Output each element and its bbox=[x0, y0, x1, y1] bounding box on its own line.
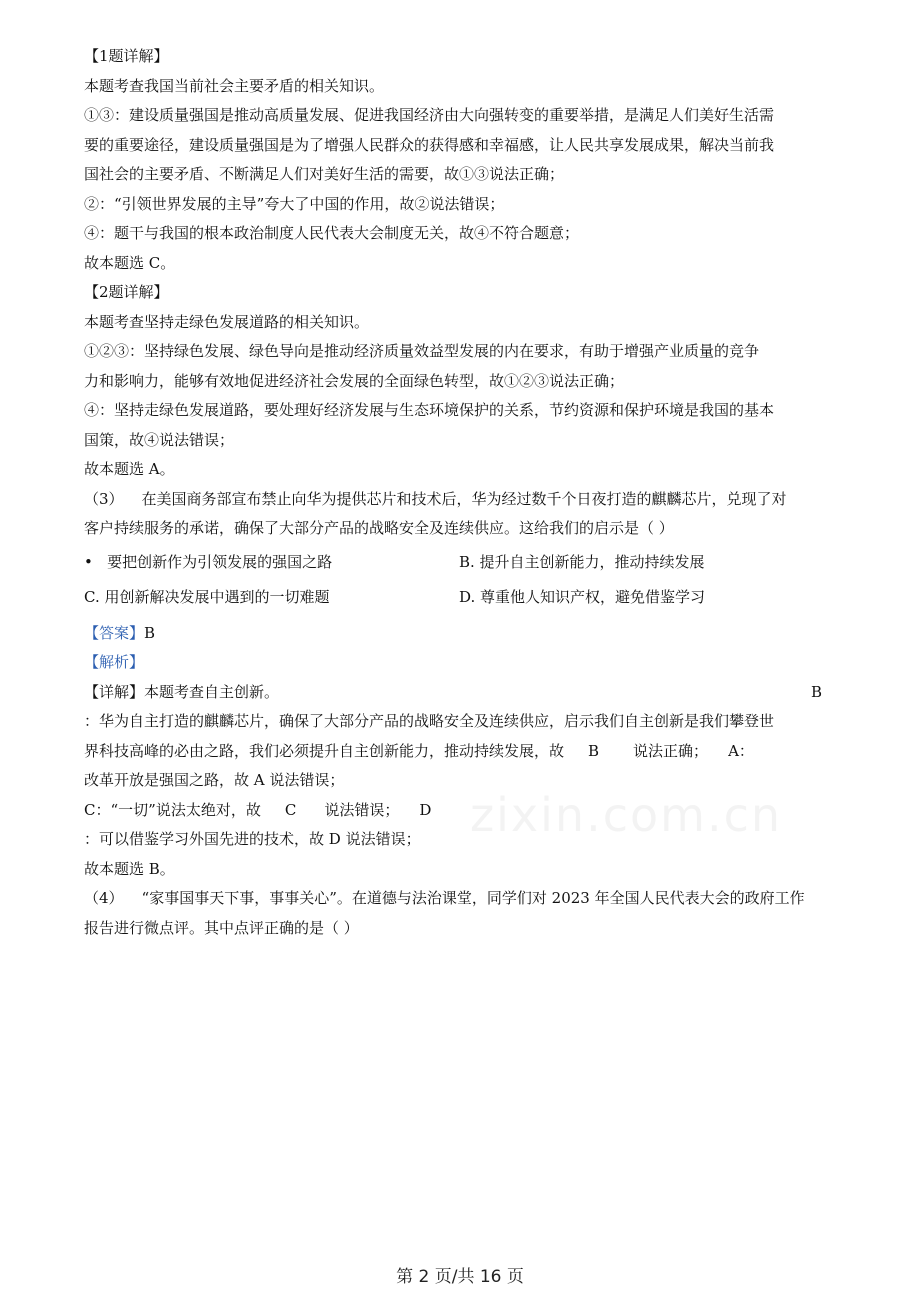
answer-value: B bbox=[144, 623, 156, 642]
q4-section bbox=[84, 884, 844, 943]
q2-detail-line: ①②③：坚持绿色发展、绿色导向是推动经济质量效益型发展的内在要求，有助于增强产业质量的竞争 bbox=[84, 342, 760, 360]
q1-detail-section bbox=[84, 42, 844, 278]
q3-number: （3） bbox=[84, 489, 124, 508]
q3-conclusion: 故本题选 B。 bbox=[84, 859, 175, 878]
q2-detail-line: 力和影响力，能够有效地促进经济社会发展的全面绿色转型，故①②③说法正确； bbox=[84, 371, 625, 390]
q1-detail-line: ①③：建设质量强国是推动高质量发展、促进我国经济由大向强转变的重要举措，是满足人们美好生活需 bbox=[84, 106, 775, 124]
q3-detail-right-option: B bbox=[810, 682, 822, 701]
q4-stem-line bbox=[84, 884, 844, 914]
answer-label: 【答案】 bbox=[84, 623, 145, 642]
q1-detail-header: 【1题详解】 bbox=[84, 47, 169, 65]
q1-detail-line: ④：题干与我国的根本政治制度人民代表大会制度无关，故④不符合题意； bbox=[84, 224, 580, 242]
q3-detail-line-3 bbox=[84, 737, 844, 767]
q2-detail-line: ④：坚持走绿色发展道路，要处理好经济发展与生态环境保护的关系，节约资源和保护环境是我国的基本 bbox=[84, 401, 775, 419]
q3-detail-text: C：“一切”说法太绝对，故 bbox=[84, 800, 261, 819]
page-content bbox=[84, 42, 844, 943]
q3-detail-text: 说法正确； bbox=[633, 741, 709, 760]
q2-detail-conclusion: 故本题选 A。 bbox=[84, 460, 175, 478]
q3-detail-line-4: 改革开放是强国之路，故 A 说法错误； bbox=[84, 771, 345, 789]
q3-section bbox=[84, 485, 844, 885]
bullet-icon: • bbox=[84, 552, 93, 571]
q3-detail-line-2: ：华为自主打造的麒麟芯片，确保了大部分产品的战略安全及连续供应，启示我们自主创新是我们攀登世 bbox=[84, 712, 775, 730]
q2-detail-section bbox=[84, 278, 844, 485]
q3-stem-line bbox=[84, 485, 844, 515]
q1-detail-conclusion: 故本题选 C。 bbox=[84, 253, 176, 272]
q3-detail-line-1 bbox=[84, 678, 844, 708]
q3-stem-text: 在美国商务部宣布禁止向华为提供芯片和技术后，华为经过数千个日夜打造的麒麟芯片，兑现了对 bbox=[141, 489, 787, 508]
page-footer bbox=[0, 1262, 920, 1287]
watermark: zixin.com.cn bbox=[470, 788, 783, 842]
q1-detail-line: 国社会的主要矛盾、不断满足人们对美好生活的需要，故①③说法正确； bbox=[84, 165, 565, 183]
q3-detail-line-5 bbox=[84, 796, 844, 826]
q3-options bbox=[84, 548, 844, 613]
q3-option-b: B. 提升自主创新能力，推动持续发展 bbox=[459, 552, 705, 571]
q1-detail-line: ②：“引领世界发展的主导”夸大了中国的作用，故②说法错误； bbox=[84, 194, 505, 213]
analysis-label: 【解析】 bbox=[84, 653, 145, 671]
q3-detail-option: B bbox=[588, 741, 600, 760]
q3-detail-text: 【详解】本题考查自主创新。 bbox=[84, 682, 280, 701]
q3-detail-text: 说法错误； bbox=[324, 800, 400, 819]
q2-detail-line: 国策，故④说法错误； bbox=[84, 430, 235, 449]
q2-detail-header: 【2题详解】 bbox=[84, 283, 169, 301]
q4-stem-line-2: 报告进行微点评。其中点评正确的是（ ） bbox=[84, 918, 359, 937]
q3-detail-option: A： bbox=[728, 741, 754, 760]
q1-detail-line: 本题考查我国当前社会主要矛盾的相关知识。 bbox=[84, 76, 385, 95]
q3-option-c: C. 用创新解决发展中遇到的一切难题 bbox=[84, 588, 330, 606]
q3-detail-line-6: ：可以借鉴学习外国先进的技术，故 D 说法错误； bbox=[84, 830, 421, 848]
q3-detail-option: C bbox=[284, 800, 297, 819]
q3-option-d: D. 尊重他人知识产权，避免借鉴学习 bbox=[459, 588, 706, 606]
q4-number: （4） bbox=[84, 889, 124, 907]
q2-detail-line: 本题考查坚持走绿色发展道路的相关知识。 bbox=[84, 312, 370, 331]
page-indicator: 第 2 页/共 16 页 bbox=[396, 1267, 524, 1287]
q3-option-a bbox=[84, 548, 459, 578]
q4-stem-text: “家事国事天下事，事事关心”。在道德与法治课堂，同学们对 2023 年全国人民代表大会的政府工作 bbox=[141, 889, 805, 907]
q3-detail-option: D bbox=[419, 800, 432, 819]
q3-analysis-label bbox=[84, 648, 844, 678]
q3-option-a-text: 要把创新作为引领发展的强国之路 bbox=[107, 552, 333, 571]
q1-detail-line: 要的重要途径，建设质量强国是为了增强人民群众的获得感和幸福感，让人民共享发展成果，解决当前我 bbox=[84, 135, 775, 154]
q3-answer bbox=[84, 619, 844, 649]
q3-detail-text: 界科技高峰的必由之路，我们必须提升自主创新能力，推动持续发展，故 bbox=[84, 741, 565, 760]
q3-stem-line-2: 客户持续服务的承诺，确保了大部分产品的战略安全及连续供应。这给我们的启示是（ ） bbox=[84, 519, 674, 537]
